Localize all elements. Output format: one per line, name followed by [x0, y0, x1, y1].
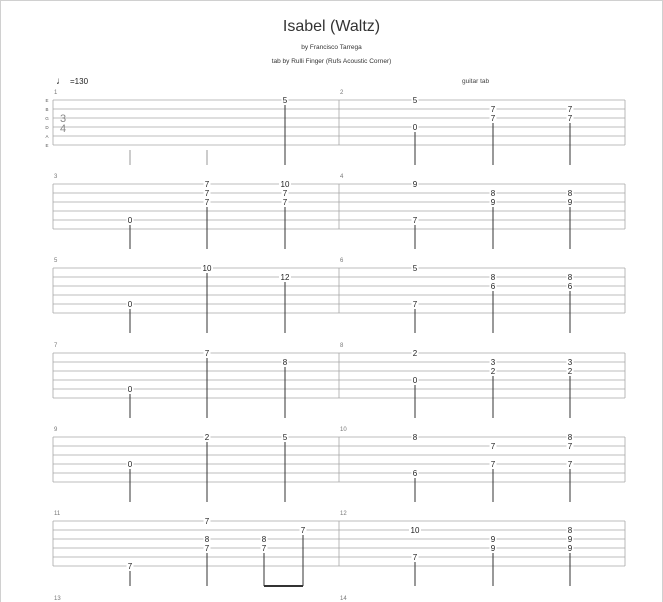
fret-number: 2: [204, 433, 210, 442]
fret-number: 7: [204, 349, 210, 358]
fret-number: 9: [567, 544, 573, 553]
measure-number: 2: [340, 90, 344, 96]
fret-number: 7: [567, 105, 573, 114]
tuning-label: G: [45, 116, 49, 121]
fret-number: 8: [490, 273, 496, 282]
fret-number: 7: [282, 198, 288, 207]
fret-number: 7: [261, 544, 267, 553]
measure-number: 14: [340, 596, 347, 602]
fret-number: 10: [202, 264, 212, 273]
tuning-label: E: [45, 98, 49, 103]
fret-number: 5: [412, 96, 418, 105]
time-signature-bottom: 4: [59, 123, 67, 135]
fret-number: 5: [282, 433, 288, 442]
fret-number: 9: [490, 544, 496, 553]
fret-number: 8: [567, 273, 573, 282]
measure-number: 10: [340, 427, 347, 433]
fret-number: 7: [127, 562, 133, 571]
fret-number: 7: [490, 114, 496, 123]
fret-number: 0: [127, 385, 133, 394]
fret-number: 2: [567, 367, 573, 376]
time-signature-top: 3: [59, 113, 67, 125]
tuning-label: A: [45, 134, 49, 139]
fret-number: 8: [567, 433, 573, 442]
fret-number: 5: [282, 96, 288, 105]
fret-number: 8: [282, 358, 288, 367]
measure-number: 8: [340, 343, 344, 349]
track-label: guitar tab: [462, 78, 490, 85]
fret-number: 10: [280, 180, 290, 189]
measure-number: 5: [54, 258, 58, 264]
fret-number: 3: [490, 358, 496, 367]
fret-number: 7: [490, 442, 496, 451]
measure-number: 1: [54, 90, 58, 96]
measure-number: 9: [54, 427, 58, 433]
quarter-note-icon: ♩: [56, 76, 66, 87]
fret-number: 5: [412, 264, 418, 273]
fret-number: 9: [412, 180, 418, 189]
fret-number: 8: [204, 535, 210, 544]
measure-number: 3: [54, 174, 58, 180]
fret-number: 7: [567, 114, 573, 123]
fret-number: 7: [490, 460, 496, 469]
fret-number: 0: [412, 123, 418, 132]
fret-number: 7: [282, 189, 288, 198]
measure-number: 11: [54, 511, 61, 517]
fret-number: 6: [490, 282, 496, 291]
fret-number: 6: [412, 469, 418, 478]
fret-number: 9: [490, 198, 496, 207]
measure-number: 12: [340, 511, 347, 517]
fret-number: 7: [204, 544, 210, 553]
fret-number: 0: [127, 216, 133, 225]
fret-number: 7: [490, 105, 496, 114]
song-title: Isabel (Waltz): [282, 18, 381, 35]
fret-number: 6: [567, 282, 573, 291]
measure-number: 7: [54, 343, 58, 349]
fret-number: 7: [412, 553, 418, 562]
tempo-value: =130: [70, 77, 89, 86]
fret-number: 7: [412, 216, 418, 225]
tuning-label: D: [45, 125, 49, 130]
fret-number: 8: [412, 433, 418, 442]
fret-number: 8: [490, 189, 496, 198]
fret-number: 0: [127, 460, 133, 469]
fret-number: 8: [261, 535, 267, 544]
measure-number: 4: [340, 174, 344, 180]
fret-number: 0: [412, 376, 418, 385]
fret-number: 2: [490, 367, 496, 376]
fret-number: 7: [567, 442, 573, 451]
fret-number: 12: [280, 273, 290, 282]
fret-number: 7: [204, 517, 210, 526]
fret-number: 7: [204, 189, 210, 198]
fret-number: 7: [567, 460, 573, 469]
fret-number: 7: [204, 180, 210, 189]
measure-number: 6: [340, 258, 344, 264]
fret-number: 8: [567, 189, 573, 198]
fret-number: 10: [410, 526, 420, 535]
fret-number: 9: [567, 535, 573, 544]
fret-number: 8: [567, 526, 573, 535]
tuning-label: E: [45, 143, 49, 148]
fret-number: 9: [567, 198, 573, 207]
fret-number: 7: [412, 300, 418, 309]
fret-number: 2: [412, 349, 418, 358]
fret-number: 7: [300, 526, 306, 535]
composer-credit: by Francisco Tarrega: [301, 44, 362, 51]
fret-number: 0: [127, 300, 133, 309]
fret-number: 9: [490, 535, 496, 544]
tuning-label: B: [45, 107, 49, 112]
fret-number: 7: [204, 198, 210, 207]
measure-number: 13: [54, 596, 61, 602]
fret-number: 3: [567, 358, 573, 367]
tab-credit: tab by Rulli Finger (Rufs Acoustic Corner): [271, 58, 392, 65]
